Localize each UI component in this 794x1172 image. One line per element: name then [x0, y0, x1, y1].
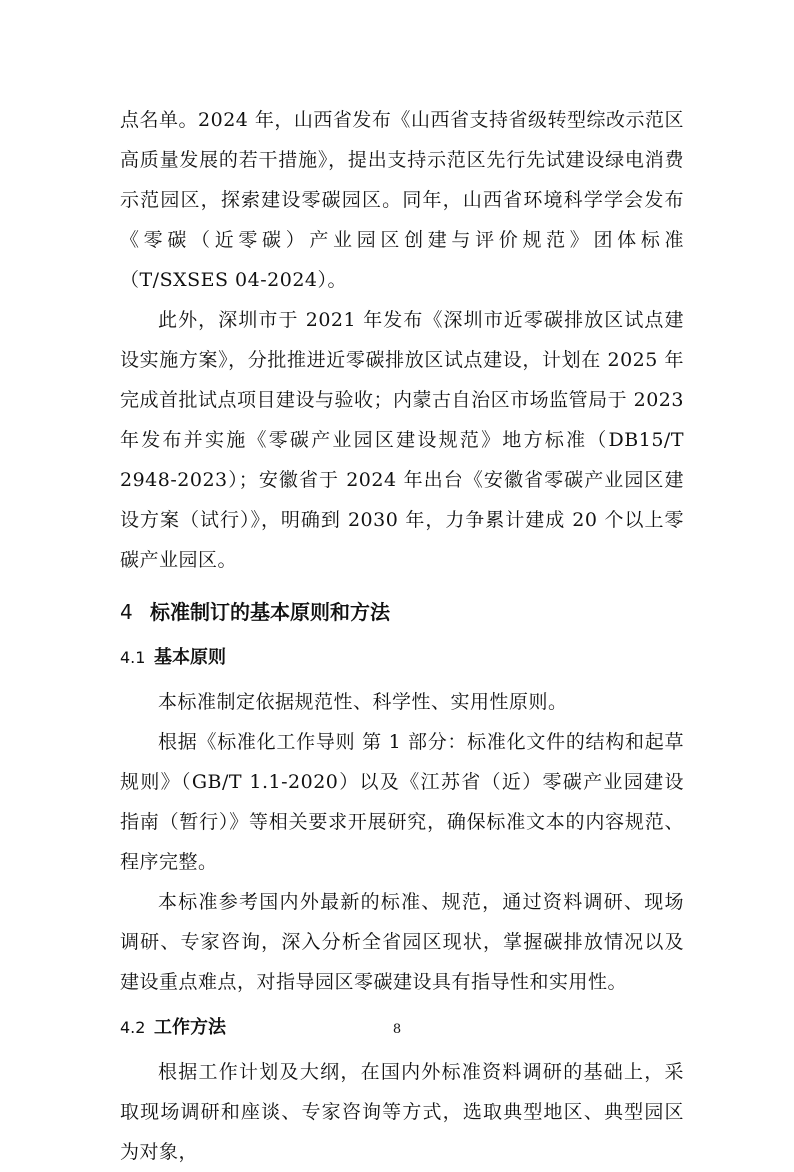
- subsection-title: 工作方法: [154, 1017, 226, 1038]
- subsection-heading: [120, 638, 684, 678]
- paragraph: 此外，深圳市于 2021 年发布《深圳市近零碳排放区试点建设实施方案》，分批推进近零碳排放区试点建设，计划在 2025 年完成首批试点项目建设与验收；内蒙古自治区市场监管局于 2023 年发布并实施《零碳产业园区建设规范》地方标准（DB15/T 2948-2023）；安徽省于 2024 年出台《安徽省零碳产业园区建设方案（试行）》，明确到 2030 年，力争累计建成 20 个以上零碳产业园区。: [120, 309, 684, 571]
- subsection-number: 4.2: [120, 1018, 146, 1037]
- section-heading: [120, 592, 684, 632]
- paragraph: 本标准制定依据规范性、科学性、实用性原则。: [158, 691, 568, 713]
- subsection-title: 基本原则: [154, 647, 226, 668]
- paragraph: 根据《标准化工作导则 第 1 部分：标准化文件的结构和起草规则》（GB/T 1.1-2020）以及《江苏省（近）零碳产业园建设指南（暂行）》等相关要求开展研究，确保标准文本的内容规范、程序完整。: [120, 731, 684, 873]
- subsection-number: 4.1: [120, 648, 146, 667]
- paragraph: 点名单。2024 年，山西省发布《山西省支持省级转型综改示范区高质量发展的若干措施》，提出支持示范区先行先试建设绿电消费示范园区，探索建设零碳园区。同年，山西省环境科学学会发布《零碳（近零碳）产业园区创建与评价规范》团体标准（T/SXSES 04-2024）。: [120, 109, 684, 291]
- paragraph: 本标准参考国内外最新的标准、规范，通过资料调研、现场调研、专家咨询，深入分析全省园区现状，掌握碳排放情况以及建设重点难点，对指导园区零碳建设具有指导性和实用性。: [120, 891, 684, 993]
- paragraph: 根据工作计划及大纲，在国内外标准资料调研的基础上，采取现场调研和座谈、专家咨询等方式，选取典型地区、典型园区为对象，: [120, 1061, 684, 1163]
- page-number: 8: [392, 1022, 402, 1037]
- section-number: 4: [120, 600, 133, 624]
- section-title: 标准制订的基本原则和方法: [150, 600, 390, 624]
- document-body: [120, 100, 684, 1172]
